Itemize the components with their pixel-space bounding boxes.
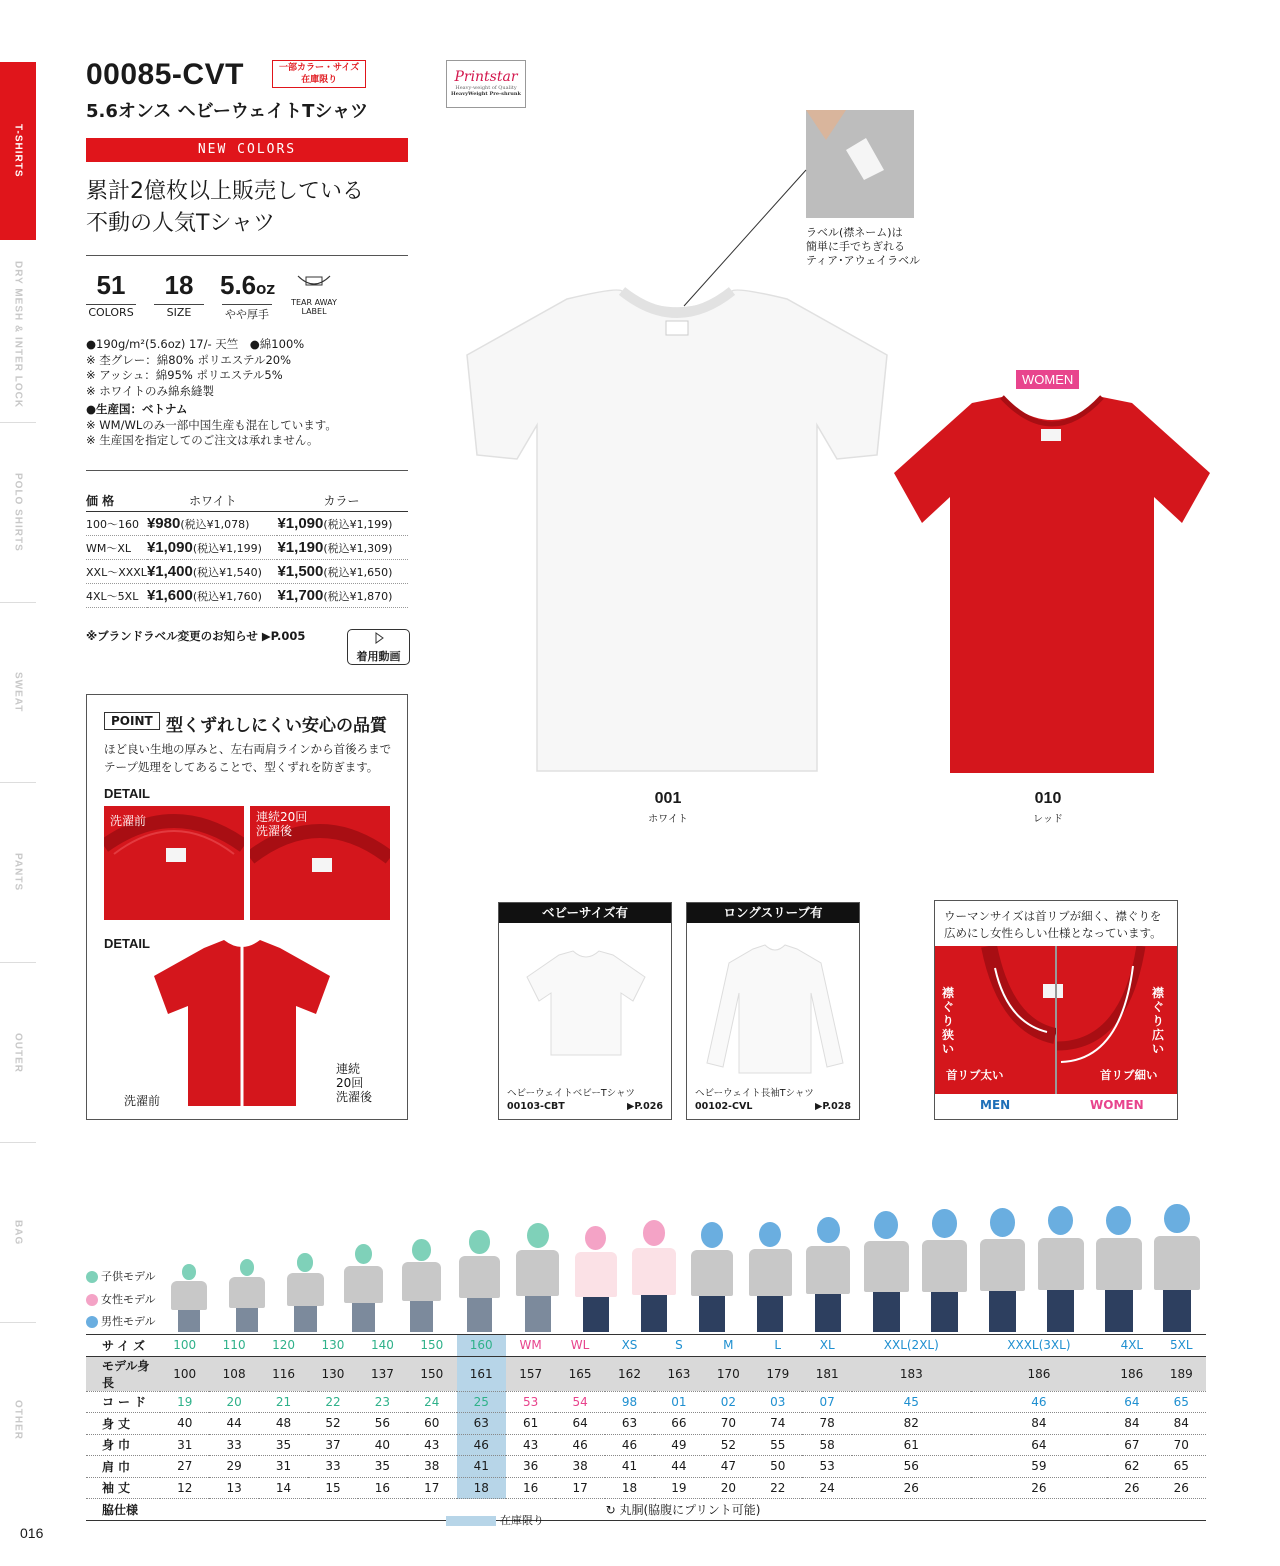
size-cell-height: 186 (971, 1356, 1108, 1391)
size-cell-sleeve: 26 (971, 1477, 1108, 1499)
product-code-white: 001 (654, 790, 682, 807)
play-icon (373, 632, 385, 644)
size-cell-width: 37 (308, 1434, 357, 1456)
side-tab-other[interactable]: OTHER (12, 1400, 24, 1440)
tear-away-label-photo (806, 110, 914, 218)
size-cell-height: 130 (308, 1356, 357, 1391)
size-cell-height: 183 (852, 1356, 971, 1391)
size-cell-sleeve: 18 (605, 1477, 654, 1499)
size-cell-height: 179 (753, 1356, 802, 1391)
spec-weight-label: やや厚手 (225, 308, 269, 321)
row-header-length: 身丈 (86, 1413, 160, 1435)
size-cell-height: 108 (209, 1356, 258, 1391)
size-cell-height: 100 (160, 1356, 209, 1391)
size-cell-code: 19 (160, 1391, 209, 1413)
thin-rib-label: 首リブ細い (1100, 1068, 1158, 1082)
size-cell-code: 53 (506, 1391, 555, 1413)
size-cell-sleeve: 16 (358, 1477, 407, 1499)
size-cell-height: 137 (358, 1356, 407, 1391)
size-cell-size: XL (802, 1335, 851, 1357)
size-cell-size: S (654, 1335, 703, 1357)
price-row: XXL〜XXXL ¥1,400(税込¥1,540) ¥1,500(税込¥1,650) (86, 560, 408, 584)
size-cell-width: 33 (209, 1434, 258, 1456)
point-label: POINT (104, 712, 160, 730)
size-cell-size: 160 (457, 1335, 506, 1357)
size-cell-width: 49 (654, 1434, 703, 1456)
size-cell-size: WM (506, 1335, 555, 1357)
model-figure (864, 1211, 909, 1332)
size-cell-shoulder: 59 (971, 1456, 1108, 1478)
size-cell-code: 01 (654, 1391, 703, 1413)
size-cell-width: 58 (802, 1434, 851, 1456)
size-cell-size: 110 (209, 1335, 258, 1357)
size-cell-shoulder: 65 (1157, 1456, 1206, 1478)
size-cell-shoulder: 62 (1107, 1456, 1156, 1478)
spec-weight: 5.6OZ (220, 270, 276, 300)
size-cell-shoulder: 38 (555, 1456, 604, 1478)
side-tab-pants[interactable]: PANTS (12, 853, 24, 892)
size-cell-length: 44 (209, 1413, 258, 1435)
size-cell-shoulder: 36 (506, 1456, 555, 1478)
size-cell-shoulder: 53 (802, 1456, 851, 1478)
spec-colors: 51 (96, 270, 126, 300)
size-cell-length: 52 (308, 1413, 357, 1435)
size-cell-length: 64 (555, 1413, 604, 1435)
size-cell-size: 4XL (1107, 1335, 1156, 1357)
model-figure (171, 1264, 207, 1332)
product-name: 5.6オンス ヘビーウェイトTシャツ (86, 101, 369, 122)
size-cell-shoulder: 50 (753, 1456, 802, 1478)
size-cell-size: 140 (358, 1335, 407, 1357)
product-code-red: 010 (1034, 790, 1062, 807)
detail-label: DETAIL (104, 786, 150, 801)
size-cell-shoulder: 38 (407, 1456, 456, 1478)
size-cell-height: 150 (407, 1356, 456, 1391)
size-cell-width: 46 (457, 1434, 506, 1456)
size-cell-sleeve: 26 (852, 1477, 971, 1499)
size-cell-sleeve: 20 (704, 1477, 753, 1499)
size-cell-code: 03 (753, 1391, 802, 1413)
size-cell-sleeve: 16 (506, 1477, 555, 1499)
size-cell-shoulder: 56 (852, 1456, 971, 1478)
size-cell-size: 120 (259, 1335, 308, 1357)
model-figure (402, 1239, 442, 1332)
narrow-neck-label: 襟ぐり狭い (942, 986, 955, 1056)
size-cell-code: 54 (555, 1391, 604, 1413)
row-header-shoulder: 肩巾 (86, 1456, 160, 1478)
legend-man: 男性モデル (86, 1313, 155, 1329)
row-header-width: 身巾 (86, 1434, 160, 1456)
size-cell-shoulder: 31 (259, 1456, 308, 1478)
side-tab-dry-mesh[interactable]: DRY MESH & INTER LOCK (12, 261, 24, 409)
legend-kid: 子供モデル (86, 1268, 155, 1284)
side-tab-tshirts[interactable]: T-SHIRTS (0, 62, 36, 240)
size-cell-size: 100 (160, 1335, 209, 1357)
size-cell-sleeve: 18 (457, 1477, 506, 1499)
model-figure (575, 1226, 617, 1332)
size-cell-shoulder: 27 (160, 1456, 209, 1478)
thick-rib-label: 首リブ太い (946, 1068, 1004, 1082)
side-tab-bag[interactable]: BAG (12, 1219, 24, 1246)
size-cell-size: XXXL(3XL) (971, 1335, 1108, 1357)
size-cell-height: 162 (605, 1356, 654, 1391)
size-cell-width: 35 (259, 1434, 308, 1456)
size-cell-height: 170 (704, 1356, 753, 1391)
callout-line (682, 168, 808, 308)
size-cell-shoulder: 41 (605, 1456, 654, 1478)
after-caption-2: 連続 20回 洗濯後 (336, 1062, 373, 1104)
size-cell-size: 5XL (1157, 1335, 1206, 1357)
women-tag: WOMEN (1016, 370, 1079, 389)
size-cell-length: 78 (802, 1413, 851, 1435)
row-header-sleeve: 袖丈 (86, 1477, 160, 1499)
size-cell-height: 163 (654, 1356, 703, 1391)
size-cell-height: 116 (259, 1356, 308, 1391)
model-figure (980, 1208, 1025, 1332)
size-cell-length: 70 (704, 1413, 753, 1435)
size-cell-size: WL (555, 1335, 604, 1357)
size-cell-length: 40 (160, 1413, 209, 1435)
size-table (86, 1334, 1206, 1521)
collar-description: ウーマンサイズは首リブが細く、襟ぐりを広めにし女性らしい仕様となっています。 (944, 909, 1162, 940)
product-code: 00085-CVT (86, 58, 244, 91)
size-cell-code: 46 (971, 1391, 1108, 1413)
size-cell-length: 48 (259, 1413, 308, 1435)
size-cell-length: 84 (1157, 1413, 1206, 1435)
size-cell-sleeve: 13 (209, 1477, 258, 1499)
legend-woman: 女性モデル (86, 1291, 155, 1307)
size-cell-shoulder: 47 (704, 1456, 753, 1478)
model-figure (749, 1222, 792, 1332)
size-cell-width: 46 (555, 1434, 604, 1456)
tear-away-label-caption: ラベル(襟ネーム)は 簡単に手でちぎれる ティア･アウェイラベル (806, 226, 921, 267)
size-cell-size: 130 (308, 1335, 357, 1357)
product-color-red: レッド (1033, 814, 1063, 825)
size-cell-length: 84 (971, 1413, 1108, 1435)
side-spec: ↻ 丸胴(脇腹にプリント可能) (160, 1499, 1206, 1521)
price-row: 4XL〜5XL ¥1,600(税込¥1,760) ¥1,700(税込¥1,870) (86, 584, 408, 608)
material-info: ●190g/m²(5.6oz) 17/- 天竺 ●綿100% ※ 杢グレー：綿80% ポリエステル20% ※ アッシュ：綿95% ポリエステル5% ※ ホワイトのみ綿糸縫製 ●生産国：ベトナム ※ WM/WLのみ一部中国生産も混在しています。 ※ 生産国を指定してのご注文は承れません。 (86, 337, 337, 447)
size-cell-sleeve: 19 (654, 1477, 703, 1499)
size-cell-sleeve: 14 (259, 1477, 308, 1499)
women-label: WOMEN (1090, 1098, 1144, 1112)
model-figure (287, 1253, 325, 1332)
size-cell-code: 20 (209, 1391, 258, 1413)
men-label: MEN (980, 1098, 1011, 1112)
size-cell-code: 98 (605, 1391, 654, 1413)
size-cell-length: 60 (407, 1413, 456, 1435)
model-figure (459, 1230, 500, 1332)
size-cell-shoulder: 44 (654, 1456, 703, 1478)
wearing-video-button[interactable]: 着用動画 (347, 629, 410, 665)
shirt-compare-photo (144, 936, 340, 1110)
rotate-icon: ↻ (605, 1502, 616, 1517)
model-figure (806, 1217, 850, 1332)
variation-longsleeve[interactable]: ロングスリーブ有 ヘビーウェイト長袖Tシャツ 00102-CVL ▶P.028 (686, 902, 860, 1120)
size-cell-height: 165 (555, 1356, 604, 1391)
brand-label-notice-link[interactable]: ※ブランドラベル変更のお知らせ ▶P.005 (86, 629, 306, 643)
size-cell-code: 07 (802, 1391, 851, 1413)
size-cell-length: 82 (852, 1413, 971, 1435)
price-row: WM〜XL ¥1,090(税込¥1,199) ¥1,190(税込¥1,309) (86, 536, 408, 560)
model-figure (344, 1244, 383, 1332)
tear-away-label-icon (294, 272, 334, 294)
price-row: 100〜160 ¥980(税込¥1,078) ¥1,090(税込¥1,199) (86, 512, 408, 536)
size-cell-height: 189 (1157, 1356, 1206, 1391)
brand-logo: Printstar Heavy-weight of Quality HeavyWeight Pre-shrunk (446, 60, 526, 108)
size-cell-sleeve: 26 (1157, 1477, 1206, 1499)
detail-label-2: DETAIL (104, 936, 150, 951)
model-figure (1096, 1206, 1142, 1332)
stock-legend: 在庫限り (446, 1512, 544, 1528)
size-cell-shoulder: 35 (358, 1456, 407, 1478)
size-cell-size: XS (605, 1335, 654, 1357)
page-number: 016 (20, 1525, 44, 1541)
size-cell-sleeve: 22 (753, 1477, 802, 1499)
before-caption-2: 洗濯前 (124, 1094, 161, 1108)
size-cell-width: 31 (160, 1434, 209, 1456)
row-header-height: モデル身長 (86, 1356, 160, 1391)
size-cell-width: 46 (605, 1434, 654, 1456)
catch-copy: 累計2億枚以上販売している 不動の人気Tシャツ (86, 179, 364, 236)
size-cell-sleeve: 12 (160, 1477, 209, 1499)
row-header-code: コード (86, 1391, 160, 1413)
size-cell-width: 67 (1107, 1434, 1156, 1456)
size-cell-shoulder: 33 (308, 1456, 357, 1478)
size-cell-code: 65 (1157, 1391, 1206, 1413)
model-figure (691, 1222, 734, 1332)
size-cell-length: 66 (654, 1413, 703, 1435)
size-cell-code: 02 (704, 1391, 753, 1413)
size-cell-height: 186 (1107, 1356, 1156, 1391)
before-caption: 洗濯前 (110, 814, 147, 828)
spec-size: 18 (164, 270, 194, 300)
size-cell-shoulder: 41 (457, 1456, 506, 1478)
size-cell-size: L (753, 1335, 802, 1357)
after-caption: 連続20回 洗濯後 (256, 810, 308, 838)
size-cell-sleeve: 24 (802, 1477, 851, 1499)
size-cell-width: 43 (407, 1434, 456, 1456)
size-cell-length: 63 (457, 1413, 506, 1435)
size-cell-sleeve: 17 (555, 1477, 604, 1499)
side-tab-outer[interactable]: OUTER (12, 1032, 24, 1073)
row-header-size: サイズ (86, 1335, 160, 1357)
size-cell-width: 64 (971, 1434, 1108, 1456)
model-figure (516, 1223, 559, 1332)
model-figure (632, 1220, 675, 1332)
size-cell-width: 43 (506, 1434, 555, 1456)
size-cell-width: 70 (1157, 1434, 1206, 1456)
size-cell-code: 21 (259, 1391, 308, 1413)
point-text: ほど良い生地の厚みと、左右両肩ラインから首後ろまでテープ処理をしてあることで、型くずれを防ぎます。 (104, 742, 392, 774)
size-cell-code: 25 (457, 1391, 506, 1413)
side-tab-polo[interactable]: POLO SHIRTS (12, 473, 24, 552)
tear-away-label-spec: TEAR AWAY LABEL (287, 272, 341, 316)
size-cell-height: 157 (506, 1356, 555, 1391)
size-cell-width: 52 (704, 1434, 753, 1456)
size-cell-length: 56 (358, 1413, 407, 1435)
size-cell-size: M (704, 1335, 753, 1357)
size-cell-length: 63 (605, 1413, 654, 1435)
model-figure (229, 1259, 266, 1332)
size-cell-length: 84 (1107, 1413, 1156, 1435)
product-color-white: ホワイト (648, 814, 688, 825)
model-figure (1038, 1206, 1084, 1332)
size-cell-width: 55 (753, 1434, 802, 1456)
size-cell-size: XXL(2XL) (852, 1335, 971, 1357)
size-cell-sleeve: 26 (1107, 1477, 1156, 1499)
red-tshirt-image (882, 393, 1222, 793)
white-tshirt-image (437, 285, 907, 785)
size-cell-code: 24 (407, 1391, 456, 1413)
stock-limited-tag: 一部カラー・サイズ 在庫限り (272, 60, 366, 88)
side-tab-sweat[interactable]: SWEAT (12, 672, 24, 713)
wide-neck-label: 襟ぐり広い (1152, 986, 1165, 1056)
size-cell-code: 64 (1107, 1391, 1156, 1413)
model-figure (922, 1209, 967, 1332)
size-cell-code: 23 (358, 1391, 407, 1413)
point-title: 型くずれしにくい安心の品質 (166, 716, 387, 736)
size-cell-code: 22 (308, 1391, 357, 1413)
size-cell-width: 40 (358, 1434, 407, 1456)
size-cell-height: 161 (457, 1356, 506, 1391)
spec-colors-label: COLORS (88, 306, 134, 319)
spec-size-label: SIZE (166, 306, 192, 319)
model-figure (1154, 1204, 1200, 1332)
size-cell-width: 61 (852, 1434, 971, 1456)
row-header-side: 脇仕様 (86, 1499, 160, 1521)
size-cell-shoulder: 29 (209, 1456, 258, 1478)
price-table: 価 格 ホワイト カラー 100〜160 ¥980(税込¥1,078) ¥1,090(税込¥1,199) WM〜XL ¥1,090(税込¥1,199) ¥1,190(税込¥1,309) XXL〜XXXL ¥1,400(税込¥1,540) ¥1,500(税込¥1,650) 4XL〜5XL ¥1,600(税込¥1,760) ¥1,700(税込¥1,870) (86, 490, 408, 608)
size-cell-code: 45 (852, 1391, 971, 1413)
size-cell-sleeve: 17 (407, 1477, 456, 1499)
size-cell-sleeve: 15 (308, 1477, 357, 1499)
size-cell-height: 181 (802, 1356, 851, 1391)
size-cell-length: 61 (506, 1413, 555, 1435)
size-cell-length: 74 (753, 1413, 802, 1435)
new-colors-banner: NEW COLORS (86, 138, 408, 162)
variation-baby[interactable]: ベビーサイズ有 ヘビーウェイトベビーTシャツ 00103-CBT ▶P.026 (498, 902, 672, 1120)
size-cell-size: 150 (407, 1335, 456, 1357)
